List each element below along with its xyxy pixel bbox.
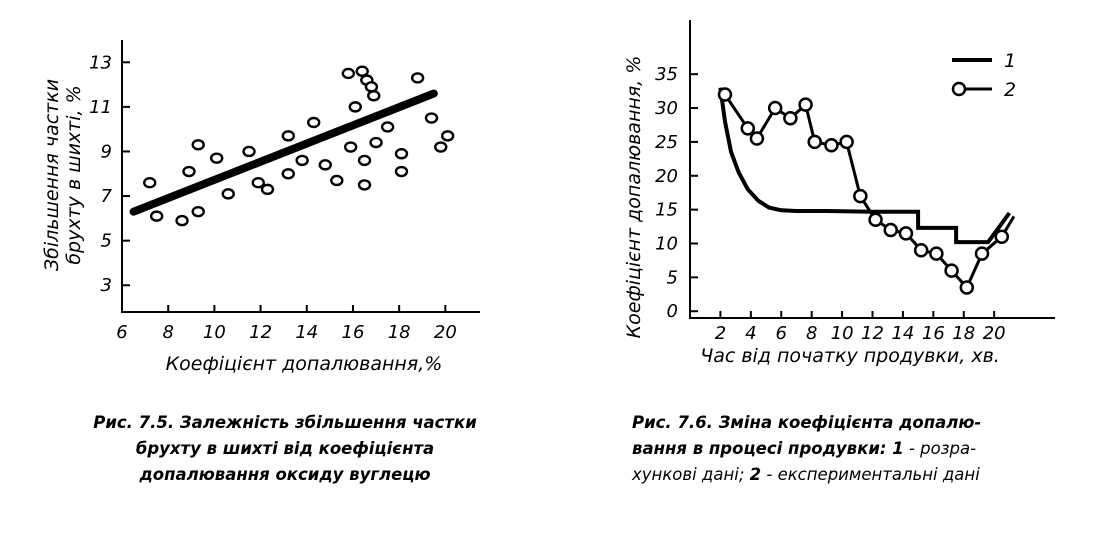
- series-2-marker: [825, 139, 837, 151]
- scatter-chart: [41, 40, 480, 375]
- series-2-marker: [800, 99, 812, 111]
- legend-label-2: 2: [1004, 79, 1017, 101]
- x-tick-label: 4: [745, 323, 757, 344]
- scatter-point: [396, 149, 407, 158]
- x-tick-label: 8: [162, 322, 174, 343]
- caption-line-2-bold: вання в процесі продувки: 1: [632, 439, 904, 458]
- x-tick-label: 12: [249, 322, 273, 343]
- scatter-point: [435, 143, 446, 152]
- x-axis-label: Коефіцієнт допалювання,%: [165, 353, 443, 375]
- figure-7-5-caption: [60, 410, 510, 488]
- scatter-point: [183, 167, 194, 176]
- legend-label-1: 1: [1004, 50, 1017, 72]
- scatter-point: [382, 122, 393, 131]
- x-tick-label: 2: [714, 323, 727, 344]
- x-tick-label: 6: [775, 323, 787, 344]
- scatter-point: [359, 180, 370, 189]
- series-2-marker: [930, 248, 942, 260]
- series-2-marker: [809, 136, 821, 148]
- caption-line-3: допалювання оксиду вуглецю: [139, 465, 431, 484]
- x-axis-label: Час від початку продувки, хв.: [700, 345, 1000, 367]
- series-1-line: [720, 88, 1009, 242]
- series-2-marker: [751, 133, 763, 145]
- caption-line-1: Рис. 7.5. Залежність збільшення частки: [93, 413, 477, 432]
- x-tick-label: 18: [952, 323, 976, 344]
- y-tick-label: 20: [655, 165, 678, 187]
- scatter-point: [396, 167, 407, 176]
- series-2-marker: [742, 122, 754, 134]
- scatter-point: [442, 131, 453, 140]
- scatter-point: [366, 82, 377, 91]
- y-axis-label: Коефіцієнт допалювання, %: [623, 55, 645, 339]
- series-2-marker: [976, 248, 988, 260]
- scatter-point: [223, 189, 234, 198]
- series-2-marker: [841, 136, 853, 148]
- legend-marker-2: [953, 83, 965, 95]
- scatter-point: [345, 143, 356, 152]
- y-tick-label: 35: [655, 64, 678, 86]
- scatter-point: [283, 131, 294, 140]
- series-2-marker: [900, 227, 912, 239]
- scatter-point: [359, 156, 370, 165]
- scatter-point: [350, 102, 361, 111]
- scatter-point: [253, 178, 264, 187]
- line-axes-frame: [690, 20, 1055, 318]
- series-2-marker: [915, 244, 927, 256]
- series-2-marker: [784, 112, 796, 124]
- y-tick-label: 5: [666, 267, 678, 289]
- scatter-point: [262, 185, 273, 194]
- scatter-point: [412, 73, 423, 82]
- scatter-point: [144, 178, 155, 187]
- y-tick-label: 15: [655, 199, 678, 221]
- series-2-marker: [946, 265, 958, 277]
- scatter-point: [308, 118, 319, 127]
- x-tick-label: 16: [341, 322, 365, 343]
- scatter-point: [283, 169, 294, 178]
- scatter-point: [177, 216, 188, 225]
- y-tick-label: 10: [655, 233, 678, 255]
- figure-7-6-caption: [632, 410, 1052, 488]
- scatter-point: [343, 69, 354, 78]
- y-tick-label: 30: [655, 98, 678, 120]
- x-tick-label: 20: [433, 322, 457, 343]
- trend-line: [134, 94, 434, 212]
- x-tick-label: 6: [116, 322, 128, 343]
- y-tick-label: 25: [655, 131, 678, 153]
- scatter-axes-frame: [122, 40, 480, 312]
- scatter-point: [244, 147, 255, 156]
- scatter-point: [331, 176, 342, 185]
- caption-line-2-rest: - розра-: [903, 439, 977, 458]
- caption-line-1: Рис. 7.6. Зміна коефіцієнта допалю-: [632, 413, 982, 432]
- caption-line-3-bold: 2: [749, 465, 762, 484]
- y-axis-label-line-1: Збільшення частки: [41, 78, 63, 272]
- y-tick-label: 13: [89, 52, 112, 74]
- scatter-point: [211, 154, 222, 163]
- caption-line-3-start: хункові дані;: [632, 465, 750, 484]
- x-tick-label: 8: [805, 323, 818, 344]
- line-chart: [623, 20, 1055, 367]
- x-tick-label: 10: [202, 322, 226, 343]
- series-2-marker: [854, 190, 866, 202]
- scatter-point: [320, 160, 331, 169]
- series-2-marker: [885, 224, 897, 236]
- series-2-marker: [769, 102, 781, 114]
- series-2-marker: [996, 231, 1008, 243]
- y-tick-label: 0: [666, 301, 678, 323]
- scatter-point: [193, 140, 204, 149]
- x-tick-label: 14: [891, 323, 915, 344]
- scatter-point: [193, 207, 204, 216]
- scatter-point: [297, 156, 308, 165]
- scatter-point: [368, 91, 379, 100]
- series-2-marker: [719, 89, 731, 101]
- x-tick-label: 20: [982, 323, 1006, 344]
- y-tick-label: 3: [100, 275, 112, 297]
- y-tick-label: 5: [100, 230, 112, 252]
- x-tick-label: 10: [830, 323, 854, 344]
- caption-line-3-rest: - експериментальні дані: [761, 465, 980, 484]
- y-tick-label: 7: [100, 186, 112, 208]
- x-tick-label: 16: [921, 323, 945, 344]
- scatter-point: [151, 212, 162, 221]
- caption-line-2: брухту в шихті від коефіцієнта: [135, 439, 435, 458]
- scatter-point: [357, 67, 368, 76]
- x-tick-label: 14: [295, 322, 319, 343]
- y-tick-label: 9: [100, 141, 112, 163]
- scatter-point: [426, 114, 437, 123]
- scatter-point: [371, 138, 382, 147]
- series-2-marker: [870, 214, 882, 226]
- x-tick-label: 12: [861, 323, 884, 344]
- legend: [952, 50, 1016, 101]
- x-tick-label: 18: [387, 322, 411, 343]
- y-tick-label: 11: [89, 96, 112, 118]
- series-2-marker: [961, 282, 973, 294]
- y-axis-label-line-2: брухту в шихті, %: [63, 85, 85, 265]
